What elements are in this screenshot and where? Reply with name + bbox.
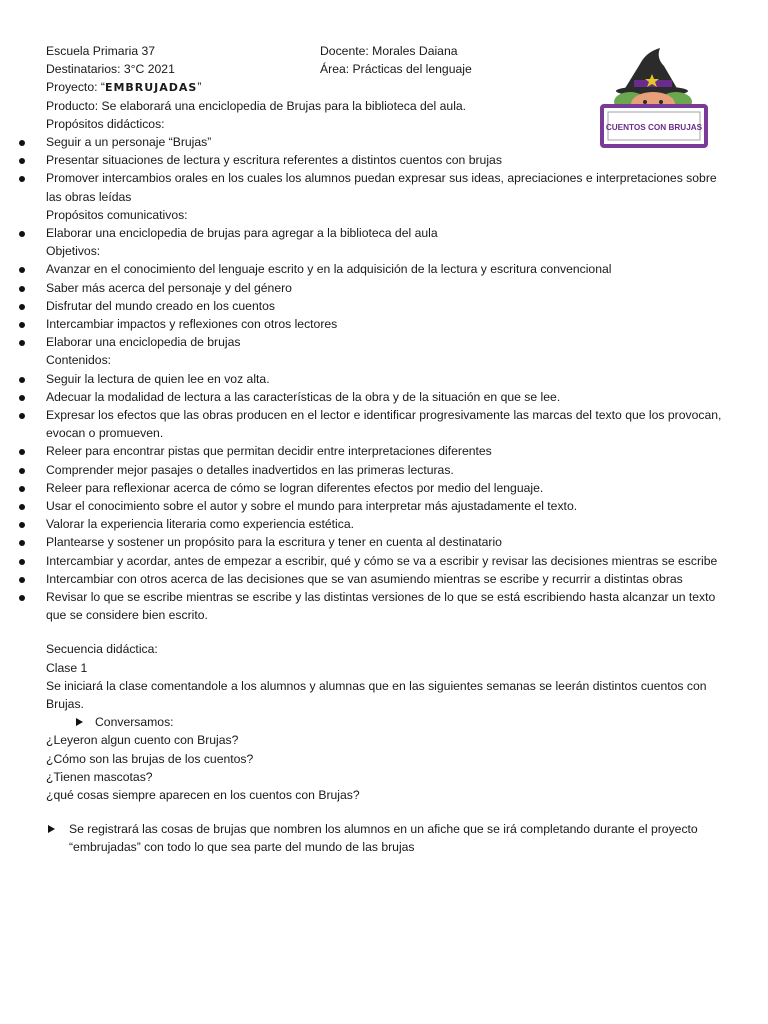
- bullet-icon: [19, 504, 25, 510]
- document-page: [0, 42, 768, 857]
- list-item: [0, 461, 768, 479]
- closing-item: [0, 820, 768, 856]
- list-item: [0, 515, 768, 533]
- recipients: Destinatarios: 3°C 2021: [46, 62, 175, 77]
- list-item-text: Promover intercambios orales en los cuales los alumnos puedan expresar sus ideas, apreciaciones e interpretaciones sobre las obras leídas: [46, 171, 717, 204]
- list-item-text: Elaborar una enciclopedia de brujas para agregar a la biblioteca del aula: [46, 225, 438, 240]
- list-item: [0, 388, 768, 406]
- list-item: [0, 552, 768, 570]
- list-item-text: Adecuar la modalidad de lectura a las características de la obra y de la situación en que se lee.: [46, 389, 561, 404]
- communicative-heading-row: [0, 206, 768, 224]
- spacer: [0, 624, 768, 640]
- question-row: [0, 731, 768, 749]
- list-item-text: Intercambiar y acordar, antes de empezar a escribir, qué y cómo se va a escribir y revisar las decisiones mientras se escribe: [46, 553, 718, 568]
- list-item-text: Valorar la experiencia literaria como experiencia estética.: [46, 517, 354, 532]
- bullet-icon: [19, 286, 25, 292]
- class-title-row: [0, 659, 768, 677]
- teacher-name: Docente: Morales Daiana: [320, 44, 458, 58]
- list-item-text: Intercambiar impactos y reflexiones con otros lectores: [46, 316, 338, 331]
- list-item-text: Seguir la lectura de quien lee en voz alta.: [46, 371, 270, 386]
- list-item: [0, 479, 768, 497]
- contents-heading: Contenidos:: [46, 353, 112, 368]
- project-line: [46, 78, 201, 97]
- list-item: [0, 333, 768, 351]
- objectives-heading: Objetivos:: [46, 244, 101, 259]
- didactic-heading: Propósitos didácticos:: [46, 116, 165, 131]
- list-item-text: Elaborar una enciclopedia de brujas: [46, 335, 241, 350]
- list-item-text: Seguir a un personaje “Brujas”: [46, 134, 212, 149]
- list-item: [0, 260, 768, 278]
- project-name: EMBRUJADAS: [104, 81, 198, 95]
- product-line: Producto: Se elaborará una enciclopedia de Brujas para la biblioteca del aula.: [46, 98, 467, 113]
- bullet-icon: [19, 267, 25, 273]
- list-item: [0, 297, 768, 315]
- bullet-icon: [19, 413, 25, 419]
- list-item-text: Expresar los efectos que las obras producen en el lector e identificar progresivamente las marcas del texto que los provocan, evocan o promueven.: [46, 407, 722, 441]
- witch-eye: [659, 100, 663, 104]
- spacer: [0, 804, 768, 820]
- list-item: [0, 570, 768, 588]
- bullet-icon: [19, 158, 25, 164]
- witch-badge-image: [600, 44, 710, 149]
- bullet-icon: [19, 340, 25, 346]
- bullet-icon: [19, 540, 25, 546]
- bullet-icon: [19, 176, 25, 182]
- list-item: [0, 497, 768, 515]
- question-text: ¿Cómo son las brujas de los cuentos?: [46, 751, 254, 766]
- list-item: [0, 169, 768, 205]
- sequence-intro-text: Se iniciará la clase comentandole a los alumnos y alumnas que en las siguientes semanas se leerán distintos cuentos con Brujas.: [46, 678, 707, 711]
- witch-eye: [643, 100, 647, 104]
- list-item-text: Disfrutar del mundo creado en los cuentos: [46, 298, 275, 313]
- list-item: [0, 279, 768, 297]
- list-item-text: Releer para encontrar pistas que permitan decidir entre interpretaciones diferentes: [46, 444, 492, 459]
- project-suffix: ”: [197, 80, 202, 95]
- list-item-text: Intercambiar con otros acerca de las decisiones que se van asumiendo mientras se escribe y recurrir a distintas obras: [46, 571, 683, 586]
- question-row: [0, 750, 768, 768]
- questions-list: [0, 731, 768, 804]
- list-item: [0, 533, 768, 551]
- bullet-icon: [19, 486, 25, 492]
- bullet-icon: [19, 559, 25, 565]
- bullet-icon: [19, 522, 25, 528]
- list-item: [0, 588, 768, 624]
- question-row: [0, 786, 768, 804]
- objectives-heading-row: [0, 242, 768, 260]
- list-item: [0, 406, 768, 442]
- bullet-icon: [19, 377, 25, 383]
- bullet-icon: [19, 595, 25, 601]
- communicative-heading: Propósitos comunicativos:: [46, 207, 188, 222]
- list-item: [0, 224, 768, 242]
- school-name: Escuela Primaria 37: [46, 44, 156, 58]
- list-item: [0, 315, 768, 333]
- list-item-text: Releer para reflexionar acerca de cómo se logran diferentes efectos por medio del lenguaje.: [46, 480, 544, 495]
- list-item-text: Comprender mejor pasajes o detalles inadvertidos en las primeras lecturas.: [46, 462, 454, 477]
- arrow-bullet-icon: [48, 825, 55, 833]
- subject-area: Área: Prácticas del lenguaje: [320, 62, 472, 77]
- project-prefix: Proyecto: “: [46, 80, 105, 95]
- arrow-bullet-icon: [76, 718, 83, 726]
- list-item: [0, 151, 768, 169]
- bullet-icon: [19, 304, 25, 310]
- bullet-icon: [19, 468, 25, 474]
- bullet-icon: [19, 322, 25, 328]
- list-item-text: Avanzar en el conocimiento del lenguaje escrito y en la adquisición de la lectura y escritura convencional: [46, 262, 612, 277]
- badge-label: CUENTOS CON BRUJAS: [605, 123, 703, 132]
- list-item-text: Revisar lo que se escribe mientras se escribe y las distintas versiones de lo que se está escribiendo hasta alcanzar un texto que se considere bien escrito.: [46, 589, 716, 623]
- sequence-intro: [0, 677, 768, 713]
- class-title: Clase 1: [46, 660, 88, 675]
- list-item: [0, 442, 768, 460]
- list-item-text: Plantearse y sostener un propósito para la escritura y tener en cuenta al destinatario: [46, 535, 502, 550]
- list-item-text: Presentar situaciones de lectura y escritura referentes a distintos cuentos con brujas: [46, 153, 502, 168]
- list-item: [0, 370, 768, 388]
- list-item-text: Usar el conocimiento sobre el autor y sobre el mundo para interpretar más ajustadamente el texto.: [46, 498, 578, 513]
- question-text: ¿qué cosas siempre aparecen en los cuentos con Brujas?: [46, 787, 360, 802]
- closing-text: Se registrará las cosas de brujas que nombren los alumnos en un afiche que se irá completando durante el proyecto “embrujadas” con todo lo que sea parte del mundo de las brujas: [69, 822, 698, 855]
- communicative-list: [0, 224, 768, 242]
- contents-list: [0, 370, 768, 625]
- bullet-icon: [19, 577, 25, 583]
- objectives-list: [0, 260, 768, 351]
- question-row: [0, 768, 768, 786]
- question-text: ¿Leyeron algun cuento con Brujas?: [46, 733, 239, 748]
- contents-heading-row: [0, 351, 768, 369]
- conversation-label: Conversamos:: [95, 715, 174, 730]
- bullet-icon: [19, 231, 25, 237]
- list-item-text: Saber más acerca del personaje y del género: [46, 280, 292, 295]
- sequence-heading-row: [0, 640, 768, 658]
- bullet-icon: [19, 140, 25, 146]
- sequence-heading: Secuencia didáctica:: [46, 642, 158, 657]
- bullet-icon: [19, 395, 25, 401]
- question-text: ¿Tienen mascotas?: [46, 769, 153, 784]
- conversation-row: [0, 713, 768, 731]
- bullet-icon: [19, 449, 25, 455]
